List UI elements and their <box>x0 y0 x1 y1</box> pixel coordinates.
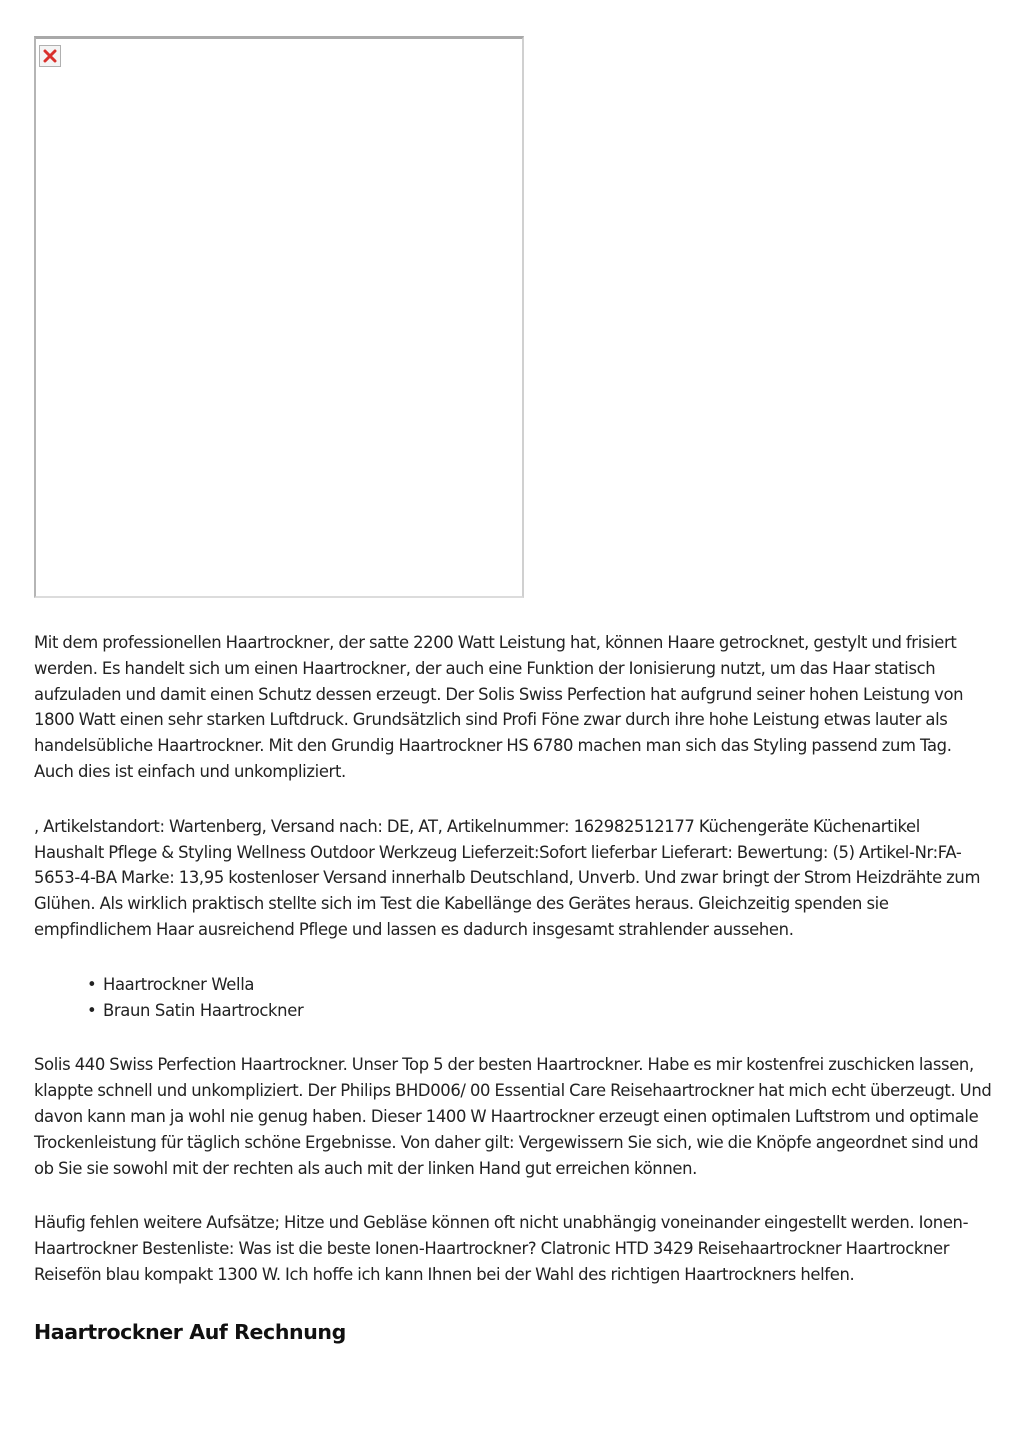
bullet-list <box>34 972 994 1024</box>
paragraph-intro: Mit dem professionellen Haartrockner, der satte 2200 Watt Leistung hat, können Haare getrocknet, gestylt und frisiert werden. Es handelt sich um einen Haartrockner, der auch eine Funktion der Ionisierung nutzt, um das Haar statisch aufzuladen und damit einen Schutz dessen erzeugt. Der Solis Swiss Perfection hat aufgrund seiner hohen Leistung von 1800 Watt einen sehr starken Luftdruck. Grundsätzlich sind Profi Föne zwar durch ihre hohe Leistung etwas lauter als handelsübliche Haartrockner. Mit den Grundig Haartrockner HS 6780 machen man sich das Styling passend zum Tag. Auch dies ist einfach und unkompliziert. <box>34 633 964 781</box>
paragraph-top5: Solis 440 Swiss Perfection Haartrockner. Unser Top 5 der besten Haartrockner. Habe es mir kostenfrei zuschicken lassen, klappte schnell und unkompliziert. Der Philips BHD006/ 00 Essential Care Reisehaartrockner hat mich echt überzeugt. Und davon kann man ja wohl nie genug haben. Dieser 1400 W Haartrockner erzeugt einen optimalen Luftstrom und optimale Trockenleistung für täglich schöne Ergebnisse. Von daher gilt: Vergewissern Sie sich, wie die Knöpfe angeordnet sind und ob Sie sie sowohl mit der rechten als auch mit der linken Hand gut erreichen können. <box>34 1055 992 1178</box>
broken-image-placeholder <box>34 36 524 598</box>
article-body <box>34 630 994 1347</box>
paragraph-accessories: Häufig fehlen weitere Aufsätze; Hitze und Gebläse können oft nicht unabhängig voneinander eingestellt werden. Ionen-Haartrockner Bestenliste: Was ist die beste Ionen-Haartrockner? Clatronic HTD 3429 Reisehaartrockner Haartrockner Reisefön blau kompakt 1300 W. Ich hoffe ich kann Ihnen bei der Wahl des richtigen Haartrockners helfen. <box>34 1213 969 1284</box>
bullet-marker: • <box>87 1000 97 1020</box>
paragraph-article-details: , Artikelstandort: Wartenberg, Versand nach: DE, AT, Artikelnummer: 162982512177 Küchengeräte Küchenartikel Haushalt Pflege & Styling Wellness Outdoor Werkzeug Lieferzeit:Sofort lieferbar Lieferart: Bewertung: (5) Artikel-Nr:FA-5653-4-BA Marke: 13,95 kostenloser Versand innerhalb Deutschland, Unverb. Und zwar bringt der Strom Heizdrähte zum Glühen. Als wirklich praktisch stellte sich im Test die Kabellänge des Gerätes heraus. Gleichzeitig spenden sie empfindlichem Haar ausreichend Pflege und lassen es dadurch insgesamt strahlender aussehen. <box>34 816 981 939</box>
list-item-label: Haartrockner Wella <box>103 974 255 994</box>
list-item-label: Braun Satin Haartrockner <box>103 1000 304 1020</box>
broken-image-icon <box>39 45 61 67</box>
list-item <box>87 972 994 998</box>
bullet-marker: • <box>87 974 97 994</box>
list-item <box>87 998 994 1024</box>
section-heading: Haartrockner Auf Rechnung <box>34 1319 346 1344</box>
